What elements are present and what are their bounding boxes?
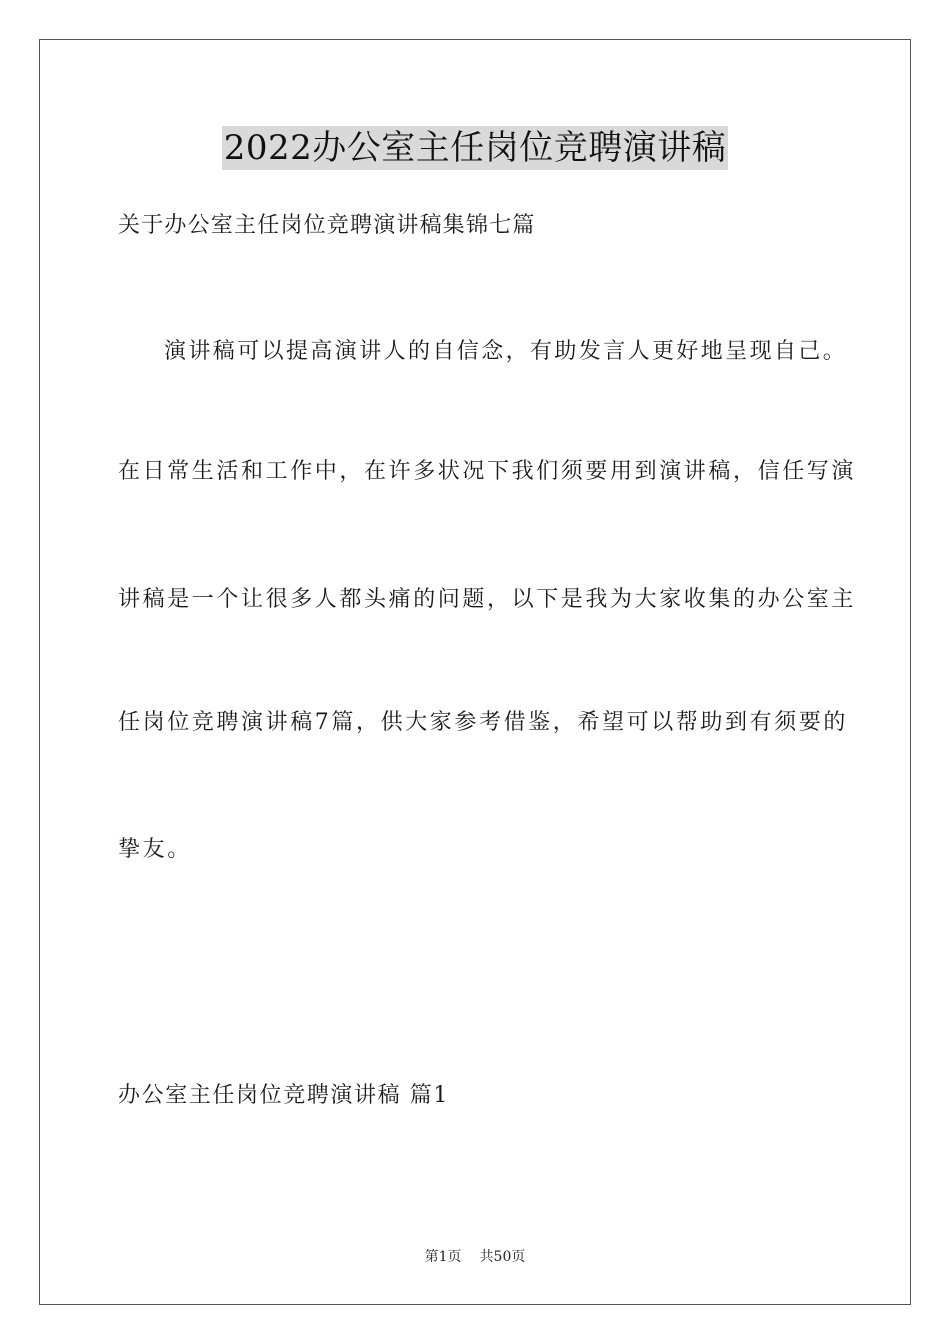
section-heading: 办公室主任岗位竞聘演讲稿 篇1 [118, 1083, 449, 1108]
document-subtitle: 关于办公室主任岗位竞聘演讲稿集锦七篇 [118, 213, 536, 238]
title-container [0, 126, 950, 170]
paragraph-line-3: 讲稿是一个让很多人都头痛的问题，以下是我为大家收集的办公室主 [118, 587, 857, 612]
document-title: 2022办公室主任岗位竞聘演讲稿 [223, 128, 727, 168]
paragraph-line-5: 挚友。 [118, 837, 192, 862]
paragraph-line-4: 任岗位竞聘演讲稿7篇，供大家参考借鉴，希望可以帮助到有须要的 [118, 710, 848, 735]
page-number-current: 第1页 [424, 1249, 462, 1265]
paragraph-line-1: 演讲稿可以提高演讲人的自信念，有助发言人更好地呈现自己。 [164, 339, 848, 364]
paragraph-line-2: 在日常生活和工作中，在许多状况下我们须要用到演讲稿，信任写演 [118, 459, 857, 484]
page-footer [0, 1248, 950, 1266]
page-number-total: 共50页 [479, 1249, 526, 1265]
